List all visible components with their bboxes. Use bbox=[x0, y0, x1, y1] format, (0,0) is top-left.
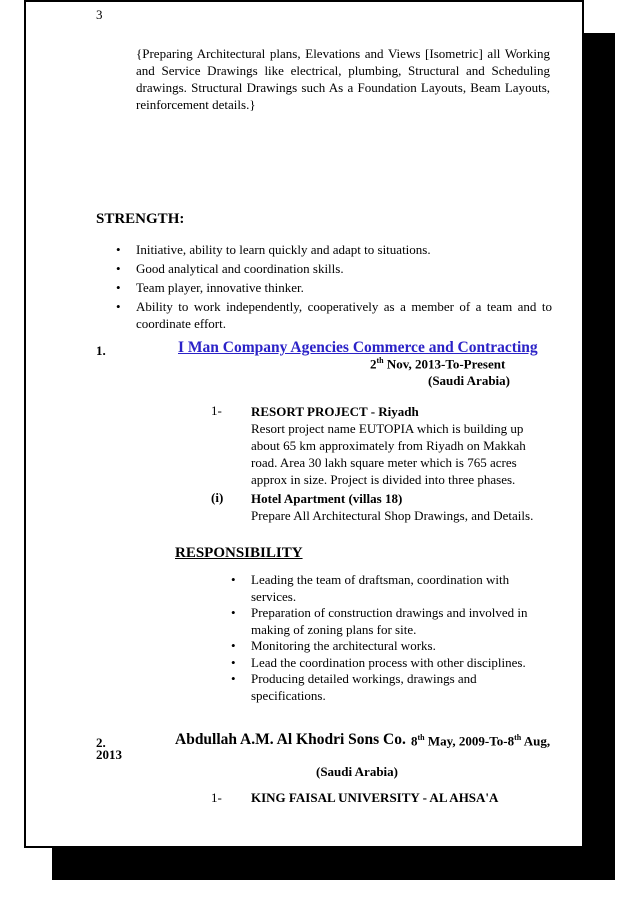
bullet-icon: • bbox=[231, 671, 236, 686]
company1-name-link[interactable]: I Man Company Agencies Commerce and Contracting bbox=[178, 339, 538, 356]
page-number: 3 bbox=[96, 7, 103, 22]
company2-name: Abdullah A.M. Al Khodri Sons Co. bbox=[175, 731, 406, 748]
company1-number: 1. bbox=[96, 343, 106, 358]
company1-location: (Saudi Arabia) bbox=[428, 373, 510, 388]
responsibility-list bbox=[228, 572, 528, 704]
bullet-icon: • bbox=[231, 572, 236, 587]
project1-number: 1- bbox=[211, 403, 222, 418]
list-item: • Leading the team of draftsman, coordination with services. bbox=[231, 572, 510, 604]
bullet-icon: • bbox=[231, 638, 236, 653]
strength-heading: STRENGTH: bbox=[96, 211, 185, 227]
bullet-icon: • bbox=[231, 605, 236, 620]
responsibility-heading: RESPONSIBILITY bbox=[175, 545, 303, 561]
bullet-icon: • bbox=[116, 299, 121, 314]
company2-date: 8th May, 2009-To-8th Aug, bbox=[411, 733, 551, 749]
project2-title: KING FAISAL UNIVERSITY - AL AHSA'A bbox=[251, 790, 499, 805]
project1-block bbox=[251, 403, 541, 488]
subproject-title: Hotel Apartment (villas 18) bbox=[251, 491, 403, 506]
intro-paragraph: {Preparing Architectural plans, Elevations and Views [Isometric] all Working and Service Drawings like electrical, plumbing, Structural and Scheduling drawings. Structural Drawings such As a Foundation Layouts, Beam Layouts, reinforcement details.} bbox=[136, 46, 550, 112]
list-item: • Preparation of construction drawings and involved in making of zoning plans for site. bbox=[231, 605, 528, 637]
company2-year-wrap: 2013 bbox=[96, 747, 122, 762]
company2-number: 2. bbox=[96, 735, 106, 750]
company1-date: 2th Nov, 2013-To-Present bbox=[370, 356, 506, 372]
project1-description: Resort project name EUTOPIA which is building up about 65 km approximately from Riyadh on Makkah road. Area 30 lakh square meter which is 765 acres approx in size. Project is divided into three phases. bbox=[251, 421, 526, 487]
list-item: • Team player, innovative thinker. bbox=[116, 280, 304, 295]
subproject-description: Prepare All Architectural Shop Drawings, and Details. bbox=[251, 508, 534, 523]
list-item: • Monitoring the architectural works. bbox=[231, 638, 436, 653]
bullet-icon: • bbox=[116, 261, 121, 276]
subproject-block bbox=[251, 490, 551, 524]
bullet-icon: • bbox=[116, 280, 121, 295]
list-item: • Good analytical and coordination skills. bbox=[116, 261, 344, 276]
subproject-number: (i) bbox=[211, 490, 224, 505]
strength-list bbox=[96, 241, 552, 334]
list-item: • Initiative, ability to learn quickly and adapt to situations. bbox=[116, 242, 431, 257]
project1-title: RESORT PROJECT - Riyadh bbox=[251, 404, 419, 419]
project2-number: 1- bbox=[211, 790, 222, 805]
list-item: • Ability to work independently, cooperatively as a member of a team and to coordinate effort. bbox=[116, 299, 552, 331]
bullet-icon: • bbox=[231, 654, 236, 670]
list-item: • Producing detailed workings, drawings and specifications. bbox=[231, 671, 477, 703]
list-item: • Lead the coordination process with other disciplines. bbox=[231, 654, 526, 670]
bullet-icon: • bbox=[116, 242, 121, 257]
company2-location: (Saudi Arabia) bbox=[316, 764, 398, 779]
